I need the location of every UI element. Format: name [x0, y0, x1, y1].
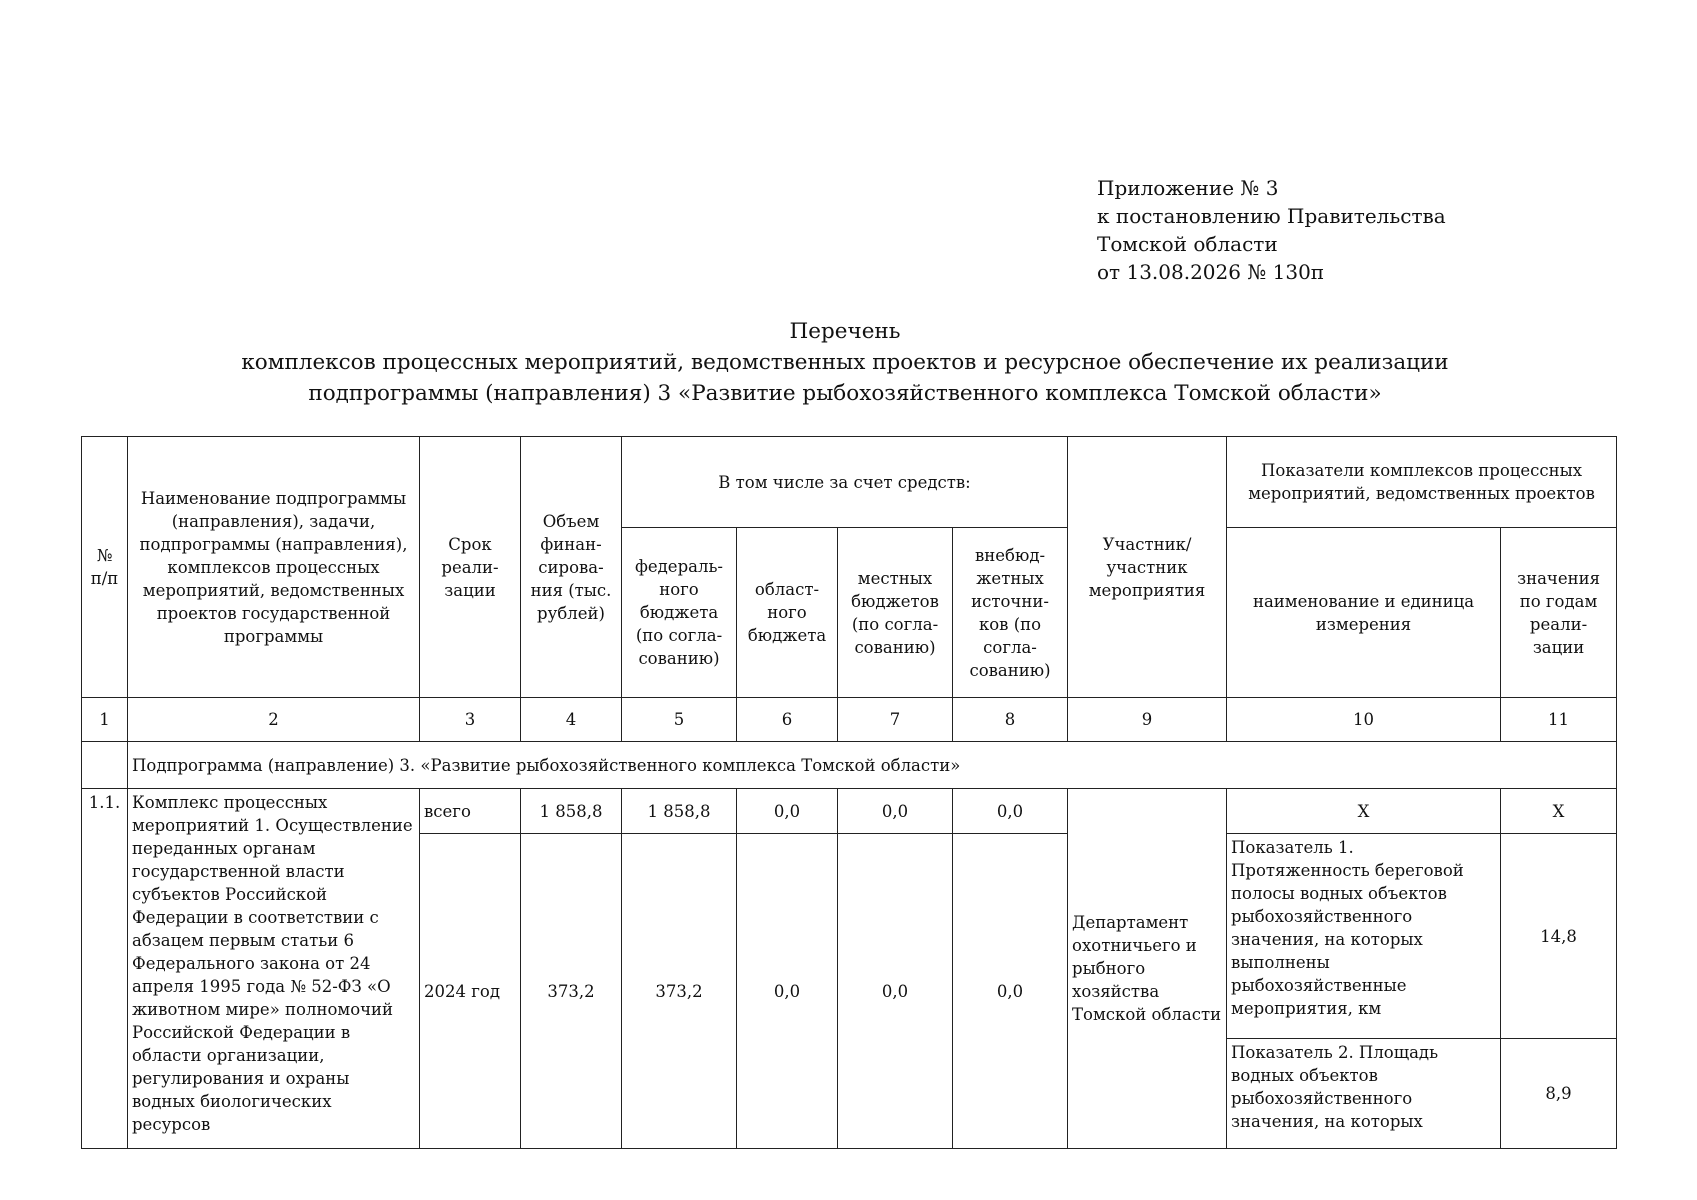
indicator-value-total: Х: [1501, 789, 1617, 834]
term-total: всего: [420, 789, 521, 834]
row-number: 1.1.: [82, 789, 128, 1149]
federal-2024: 373,2: [622, 834, 737, 1149]
document-title: [80, 316, 1610, 409]
header-row: [82, 437, 1617, 528]
header-indicator-values: значения по годам реали-зации: [1501, 528, 1617, 698]
header-regional: област-ного бюджета: [737, 528, 838, 698]
column-number: 6: [737, 698, 838, 742]
measures-table: [81, 436, 1617, 1149]
regional-2024: 0,0: [737, 834, 838, 1149]
column-number: 10: [1227, 698, 1501, 742]
header-extrabudget: внебюд-жетных источни-ков (по согла-сованию): [953, 528, 1068, 698]
column-number: 3: [420, 698, 521, 742]
table-row: [82, 789, 1617, 834]
column-number: 4: [521, 698, 622, 742]
header-indicator-name: наименование и единица измерения: [1227, 528, 1501, 698]
subprogram-title: Подпрограмма (направление) 3. «Развитие рыбохозяйственного комплекса Томской области»: [128, 742, 1617, 789]
appendix-line: Томской области: [1097, 232, 1278, 256]
header-no: № п/п: [82, 437, 128, 698]
header-federal: федераль-ного бюджета (по согла-сованию): [622, 528, 737, 698]
column-number: 1: [82, 698, 128, 742]
header-sources-group: В том числе за счет средств:: [622, 437, 1068, 528]
volume-total: 1 858,8: [521, 789, 622, 834]
appendix-line: Приложение № 3: [1097, 176, 1279, 200]
subprogram-row: [82, 742, 1617, 789]
appendix-block: [1097, 174, 1446, 286]
column-number: 7: [838, 698, 953, 742]
header-participant: Участник/ участник мероприятия: [1068, 437, 1227, 698]
indicator-2-name: Показатель 2. Площадь водных объектов рыбохозяйственного значения, на которых: [1227, 1039, 1501, 1149]
appendix-date-line: от 13.08.2026 № 130п: [1097, 260, 1325, 284]
column-number: 2: [128, 698, 420, 742]
empty-cell: [82, 742, 128, 789]
column-number: 8: [953, 698, 1068, 742]
extrabudget-total: 0,0: [953, 789, 1068, 834]
indicator-1-name: Показатель 1. Протяженность береговой полосы водных объектов рыбохозяйственного значения, на которых выполнены рыбохозяйственные мероприятия, км: [1227, 834, 1501, 1039]
column-numbers-row: [82, 698, 1617, 742]
column-number: 9: [1068, 698, 1227, 742]
header-volume: Объем финан-сирова-ния (тыс. рублей): [521, 437, 622, 698]
indicator-1-value: 14,8: [1501, 834, 1617, 1039]
header-local: местных бюджетов (по согла-сованию): [838, 528, 953, 698]
volume-2024: 373,2: [521, 834, 622, 1149]
participant: Департамент охотничьего и рыбного хозяйства Томской области: [1068, 789, 1227, 1149]
indicator-2-value: 8,9: [1501, 1039, 1617, 1149]
extrabudget-2024: 0,0: [953, 834, 1068, 1149]
header-indicators-group: Показатели комплексов процессных мероприятий, ведомственных проектов: [1227, 437, 1617, 528]
local-total: 0,0: [838, 789, 953, 834]
column-number: 11: [1501, 698, 1617, 742]
column-number: 5: [622, 698, 737, 742]
title-line: подпрограммы (направления) 3 «Развитие рыбохозяйственного комплекса Томской области»: [308, 381, 1382, 406]
federal-total: 1 858,8: [622, 789, 737, 834]
header-term: Срок реали-зации: [420, 437, 521, 698]
term-2024: 2024 год: [420, 834, 521, 1149]
row-name: Комплекс процессных мероприятий 1. Осуществление переданных органам государственной власти субъектов Российской Федерации в соответствии с абзацем первым статьи 6 Федерального закона от 24 апреля 1995 года № 52-ФЗ «О животном мире» полномочий Российской Федерации в области организации, регулирования и охраны водных биологических ресурсов: [128, 789, 420, 1149]
appendix-line: к постановлению Правительства: [1097, 204, 1446, 228]
title-line: Перечень: [789, 319, 901, 344]
local-2024: 0,0: [838, 834, 953, 1149]
title-line: комплексов процессных мероприятий, ведомственных проектов и ресурсное обеспечение их реализации: [241, 350, 1449, 375]
regional-total: 0,0: [737, 789, 838, 834]
header-name: Наименование подпрограммы (направления), задачи, подпрограммы (направления), комплексов процессных мероприятий, ведомственных проектов государственной программы: [128, 437, 420, 698]
indicator-name-total: Х: [1227, 789, 1501, 834]
